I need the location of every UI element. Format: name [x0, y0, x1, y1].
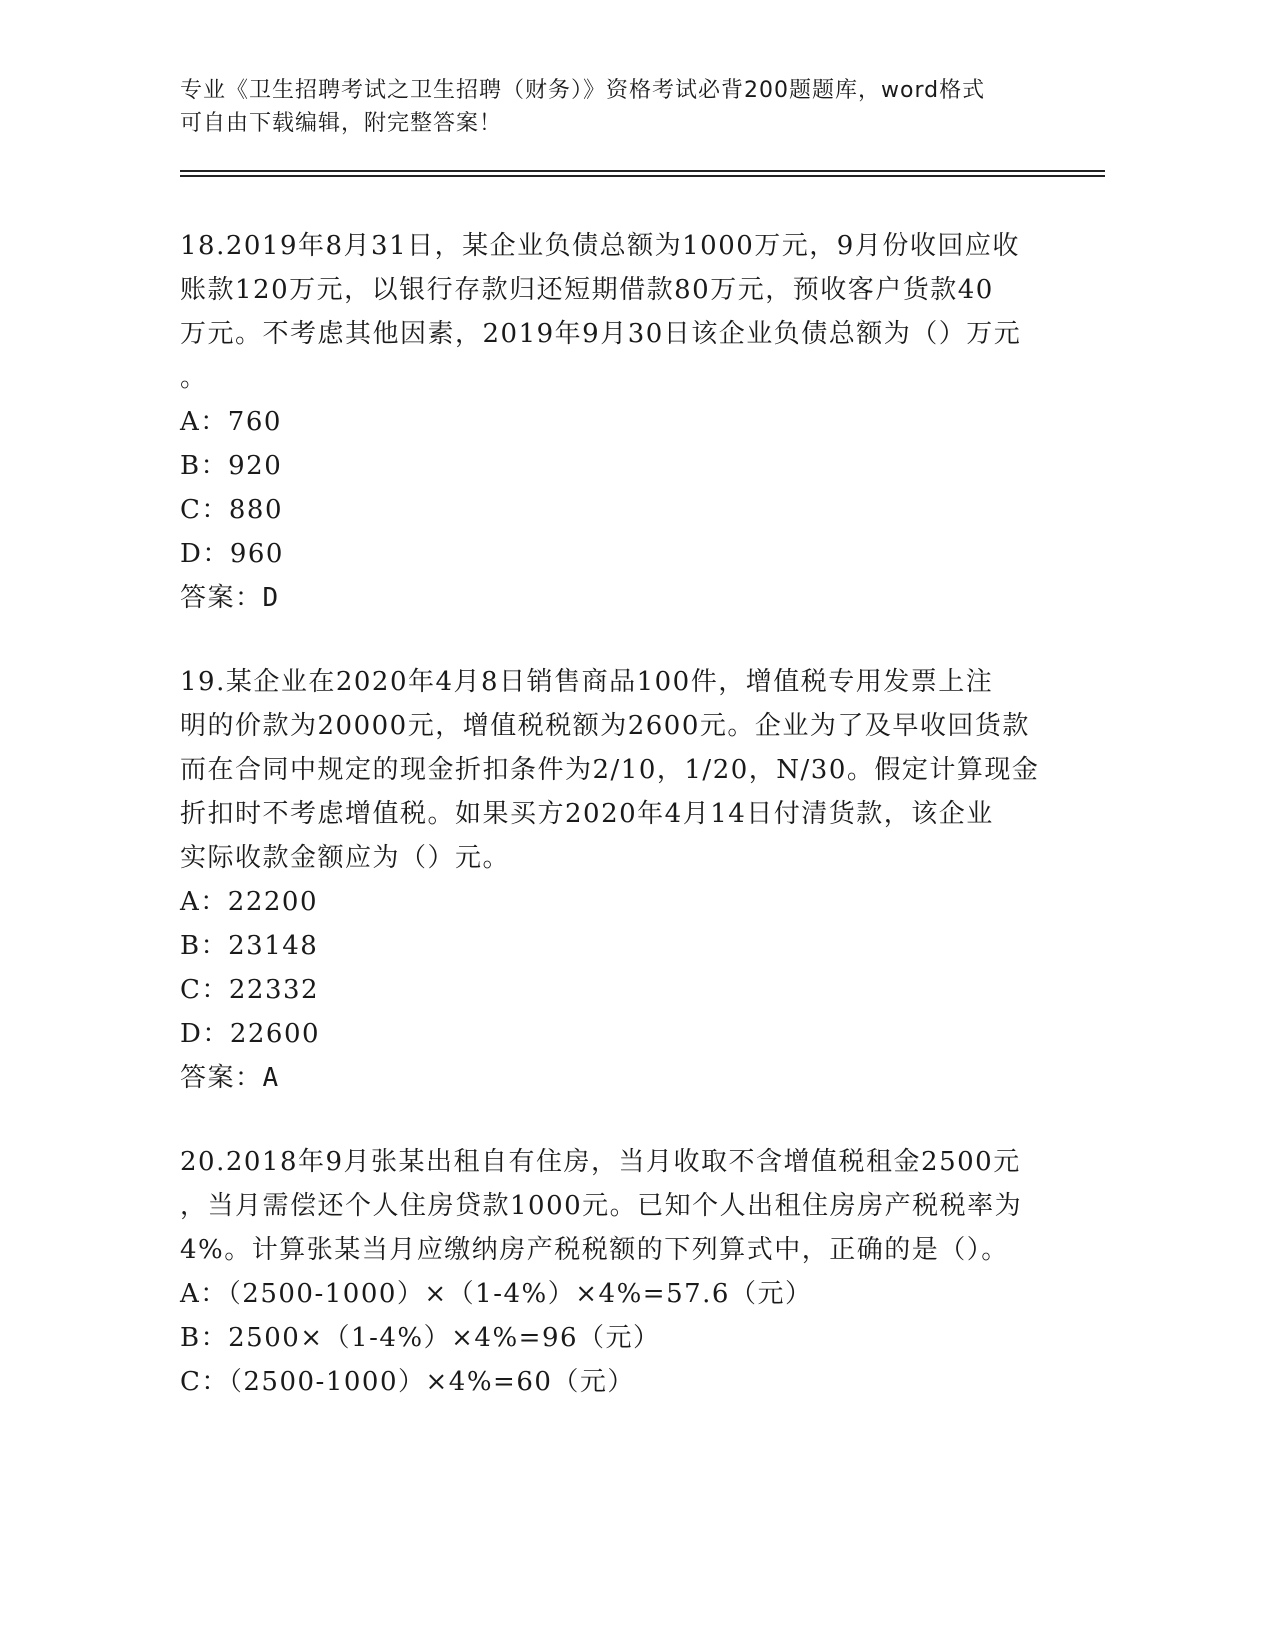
question-stem-line: 实际收款金额应为（）元。: [180, 843, 511, 873]
answer-line: [180, 576, 1040, 620]
question-stem-line: 19.某企业在2020年4月8日销售商品100件，增值税专用发票上注: [180, 667, 994, 697]
question-stem-line: 明的价款为20000元，增值税税额为2600元。企业为了及早收回货款: [180, 711, 1030, 741]
header-divider-top: [180, 170, 1105, 172]
header-line-1: 专业《卫生招聘考试之卫生招聘（财务）》资格考试必背200题题库，word格式: [180, 78, 986, 103]
option-c: C：（2500-1000）×4%=60（元）: [180, 1367, 635, 1397]
question-stem-line: 18.2019年8月31日，某企业负债总额为1000万元，9月份收回应收: [180, 231, 1020, 261]
answer-line: [180, 1056, 1040, 1100]
question-18: [180, 224, 1040, 620]
option-d: D：22600: [180, 1019, 321, 1049]
answer-label: 答案：: [180, 1063, 263, 1093]
header-divider-bottom: [180, 175, 1105, 177]
option-c: C：880: [180, 495, 284, 525]
answer-value: D: [262, 583, 280, 613]
option-b: B：920: [180, 451, 283, 481]
question-stem-line: 而在合同中规定的现金折扣条件为2/10，1/20，N/30。假定计算现金: [180, 755, 1040, 785]
question-20: [180, 1140, 1040, 1404]
question-stem-line: 折扣时不考虑增值税。如果买方2020年4月14日付清货款，该企业: [180, 799, 994, 829]
document-header: [180, 74, 1080, 140]
question-19: [180, 660, 1040, 1100]
question-stem-line: 。: [180, 363, 208, 393]
header-line-2: 可自由下载编辑，附完整答案！: [180, 111, 503, 136]
question-stem-line: 4%。计算张某当月应缴纳房产税税额的下列算式中，正确的是（）。: [180, 1235, 1009, 1265]
question-stem-line: ，当月需偿还个人住房贷款1000元。已知个人出租住房房产税税率为: [180, 1191, 1023, 1221]
option-a: A：760: [180, 407, 282, 437]
answer-label: 答案：: [180, 583, 263, 613]
option-b: B：2500×（1-4%）×4%=96（元）: [180, 1323, 661, 1353]
question-stem-line: 账款120万元，以银行存款归还短期借款80万元，预收客户货款40: [180, 275, 994, 305]
question-stem-line: 20.2018年9月张某出租自有住房，当月收取不含增值税租金2500元: [180, 1147, 1021, 1177]
question-stem-line: 万元。不考虑其他因素，2019年9月30日该企业负债总额为（）万元: [180, 319, 1022, 349]
option-a: A：（2500-1000）×（1-4%）×4%=57.6（元）: [180, 1279, 813, 1309]
answer-value: A: [262, 1063, 280, 1093]
option-c: C：22332: [180, 975, 320, 1005]
option-d: D：960: [180, 539, 284, 569]
option-a: A：22200: [180, 887, 318, 917]
option-b: B：23148: [180, 931, 319, 961]
